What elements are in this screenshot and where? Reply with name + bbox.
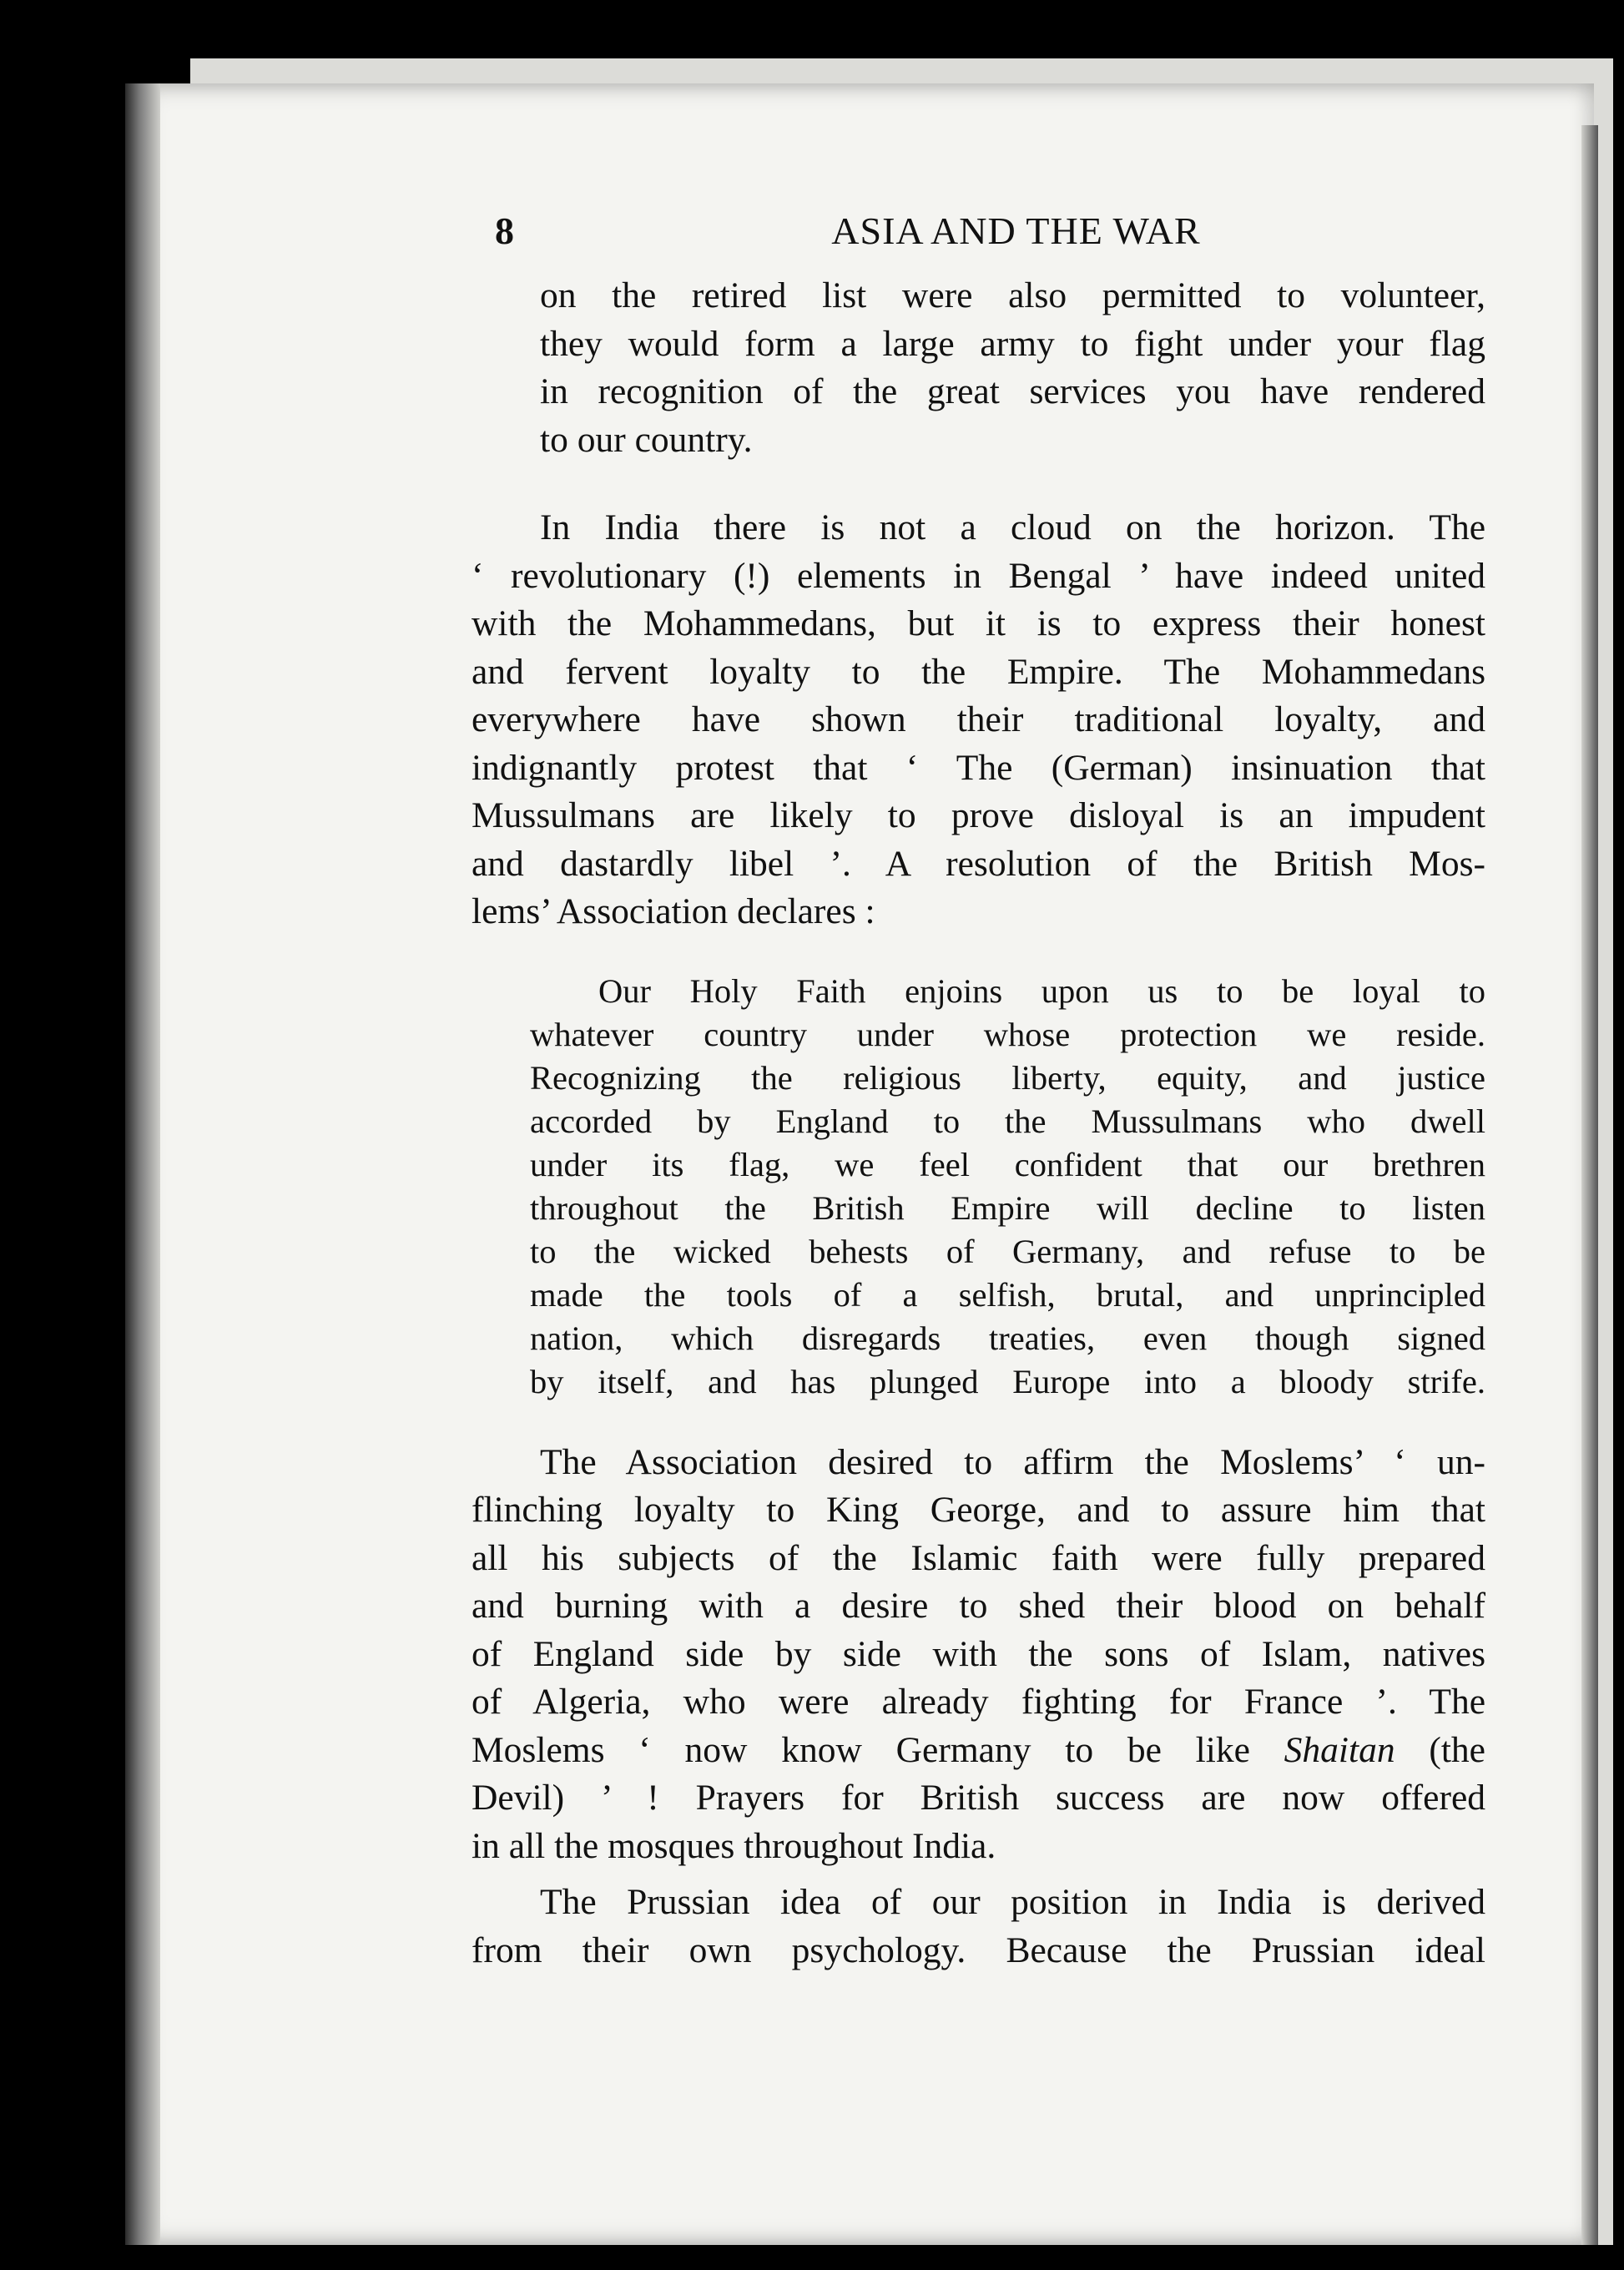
quote-line: nation, which disregards treaties, even though signed (530, 1319, 1485, 1357)
running-head (472, 209, 1485, 267)
text-line: with the Mohammedans, but it is to express their honest (472, 603, 1485, 643)
text-line: flinching loyalty to King George, and to assure him that (472, 1490, 1485, 1530)
text-line: of England side by side with the sons of Islam, natives (472, 1633, 1485, 1674)
block-quote (530, 970, 1485, 1404)
quote-line: by itself, and has plunged Europe into a bloody strife. (530, 1362, 1485, 1400)
text-line (472, 1727, 1485, 1775)
text-line: they would form a large army to fight under your flag (540, 323, 1485, 364)
quote-line: accorded by England to the Mussulmans who dwell (530, 1102, 1485, 1140)
text-line: all his subjects of the Islamic faith were fully prepared (472, 1537, 1485, 1578)
quote-line: Our Holy Faith enjoins upon us to be loyal to (598, 971, 1485, 1010)
quote-line: whatever country under whose protection we reside. (530, 1015, 1485, 1053)
page-text-block (472, 209, 1485, 1975)
paragraph-prussian (472, 1879, 1485, 1975)
page-right-edge (1581, 125, 1598, 2245)
text-line: of Algeria, who were already fighting for France ’. The (472, 1682, 1485, 1722)
page-number: 8 (495, 209, 515, 252)
text-fragment: Moslems ‘ now know Germany to be like (472, 1729, 1284, 1770)
quote-line: throughout the British Empire will decline to listen (530, 1188, 1485, 1227)
quote-line: Recognizing the religious liberty, equity, and justice (530, 1058, 1485, 1097)
paragraph-association (472, 1439, 1485, 1871)
text-line: The Association desired to affirm the Moslems’ ‘ un- (540, 1441, 1485, 1482)
quote-line: made the tools of a selfish, brutal, and unprincipled (530, 1275, 1485, 1314)
text-line: Devil) ’ ! Prayers for British success are now offered (472, 1778, 1485, 1818)
text-line: everywhere have shown their traditional loyalty, and (472, 699, 1485, 739)
text-fragment: (the (1395, 1729, 1485, 1770)
text-line: indignantly protest that ‘ The (German) insinuation that (472, 747, 1485, 788)
paragraph-continued (540, 272, 1485, 464)
text-line: lems’ Association declares : (472, 891, 875, 931)
text-line: from their own psychology. Because the Prussian ideal (472, 1930, 1485, 1970)
italic-word: Shaitan (1284, 1729, 1395, 1770)
binding-edge (125, 83, 160, 2245)
text-line: The Prussian idea of our position in India is derived (540, 1882, 1485, 1922)
text-line: ‘ revolutionary (!) elements in Bengal ’ have indeed united (472, 555, 1485, 596)
text-line: Mussulmans are likely to prove disloyal is an impudent (472, 795, 1485, 835)
quote-line: under its flag, we feel confident that our brethren (530, 1145, 1485, 1183)
text-line: to our country. (540, 419, 753, 460)
text-line: in all the mosques throughout India. (472, 1825, 996, 1866)
text-line: and dastardly libel ’. A resolution of the British Mos- (472, 843, 1485, 884)
quote-line: to the wicked behests of Germany, and refuse to be (530, 1232, 1485, 1270)
text-line: and burning with a desire to shed their blood on behalf (472, 1586, 1485, 1626)
text-line: In India there is not a cloud on the horizon. The (540, 507, 1485, 547)
paragraph-india (472, 504, 1485, 936)
text-line: in recognition of the great services you have rendered (540, 371, 1485, 411)
running-title: ASIA AND THE WAR (831, 209, 1201, 252)
text-line: and fervent loyalty to the Empire. The Mohammedans (472, 651, 1485, 692)
text-line: on the retired list were also permitted to volunteer, (540, 275, 1485, 315)
